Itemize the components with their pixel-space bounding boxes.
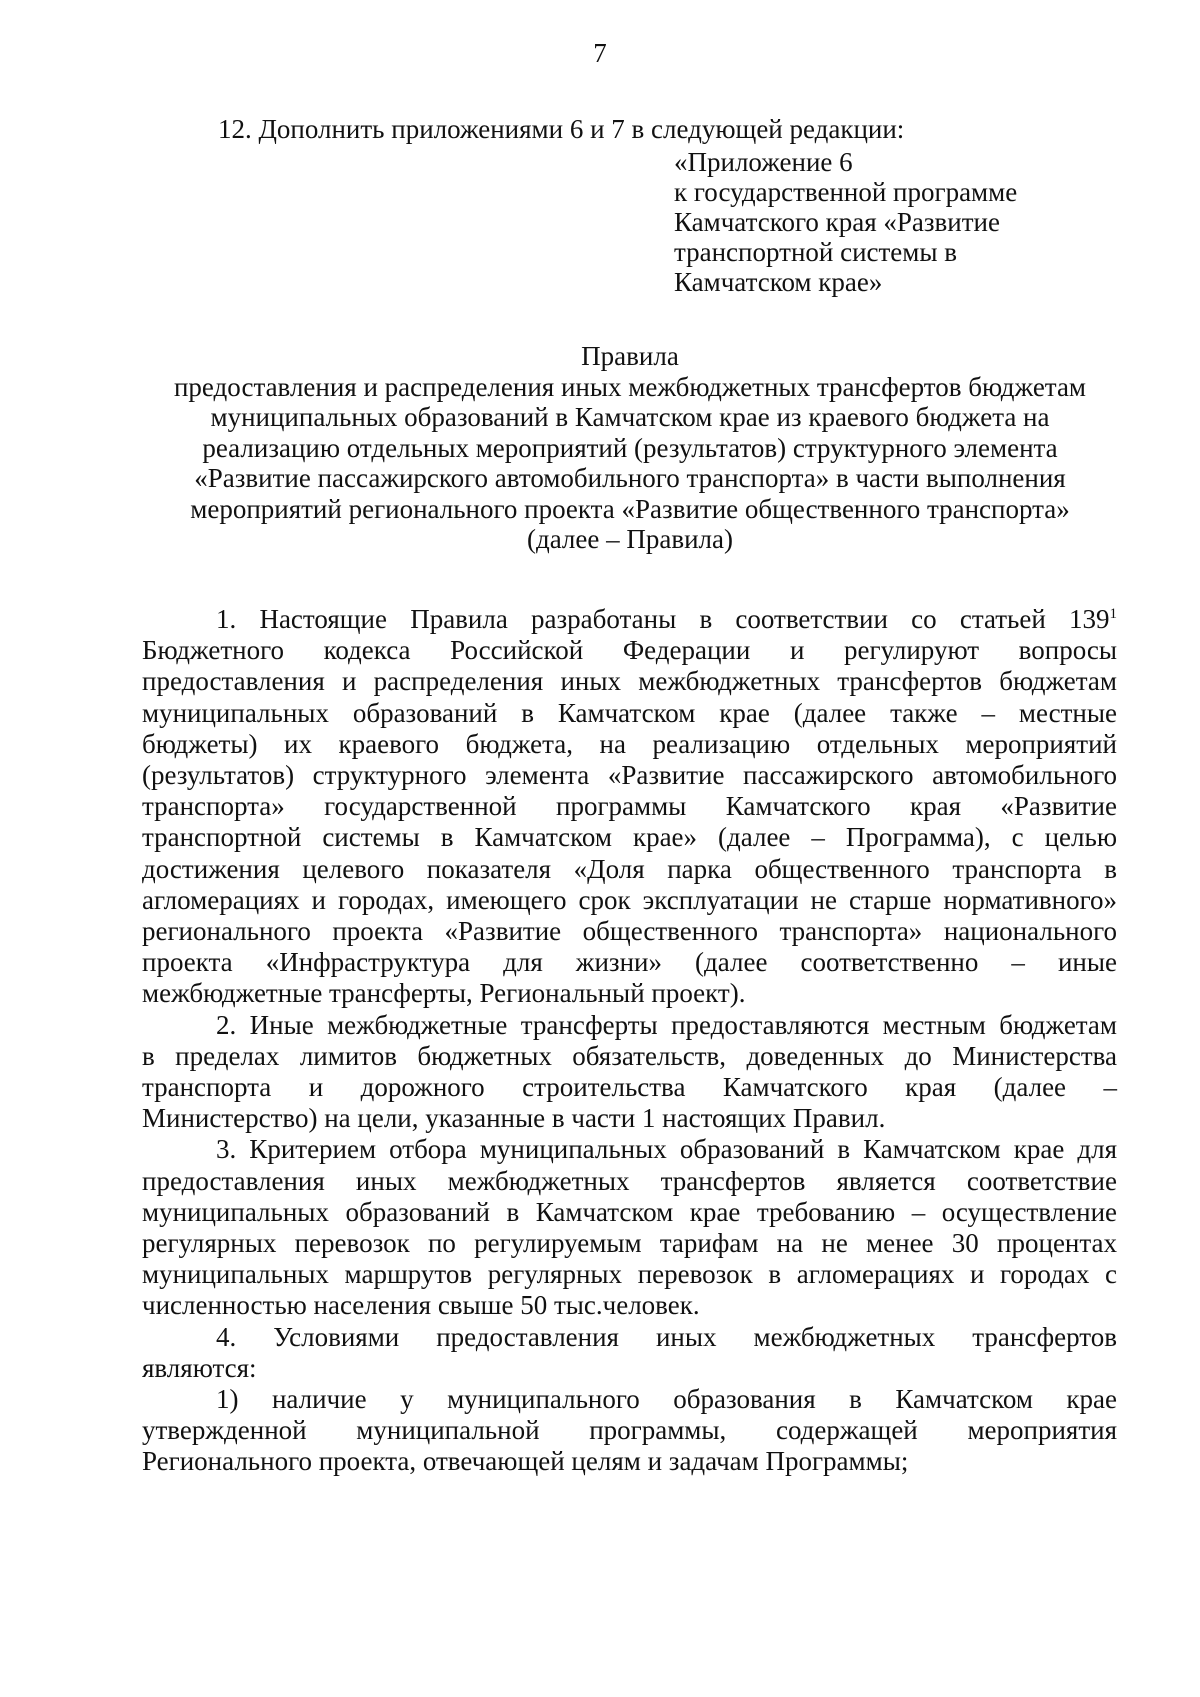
- appendix-heading-line: транспортной системы в: [674, 237, 958, 267]
- article-line: достижения целевого показателя «Доля парка общественного транспорта в: [142, 853, 1117, 884]
- article-line: транспорта» государственной программы Камчатского края «Развитие: [142, 791, 1117, 822]
- article-line: Регионального проекта, отвечающей целям и задачам Программы;: [142, 1446, 909, 1477]
- appendix-heading-line: Камчатского края «Развитие: [674, 207, 1000, 237]
- article-line: являются:: [142, 1352, 257, 1383]
- article-1: [142, 604, 1117, 1010]
- article-line: предоставления и распределения иных межбюджетных трансфертов бюджетам: [142, 666, 1117, 697]
- article-line: транспортной системы в Камчатском крае» (далее – Программа), с целью: [142, 822, 1117, 853]
- rules-title-line: (далее – Правила): [526, 524, 734, 554]
- page-number: 7: [593, 38, 607, 68]
- article-line: регионального проекта «Развитие общественного транспорта» национального: [142, 916, 1117, 947]
- article-line: муниципальных образований в Камчатском крае требованию – осуществление: [142, 1196, 1117, 1227]
- article-line: муниципальных маршрутов регулярных перевозок в агломерациях и городах с: [142, 1259, 1117, 1290]
- amendment-intro: 12. Дополнить приложениями 6 и 7 в следующей редакции:: [218, 114, 905, 144]
- rules-title-line: «Развитие пассажирского автомобильного транспорта» в части выполнения: [194, 463, 1066, 493]
- appendix-heading-line: «Приложение 6: [674, 147, 853, 177]
- rules-title-line: предоставления и распределения иных межбюджетных трансфертов бюджетам: [173, 371, 1087, 402]
- article-line: (результатов) структурного элемента «Развитие пассажирского автомобильного: [142, 760, 1117, 791]
- article-3: [142, 1134, 1117, 1321]
- rules-title-line: Правила: [581, 341, 679, 371]
- rules-title-line: муниципальных образований в Камчатском крае из краевого бюджета на: [210, 402, 1050, 432]
- article-1-first-line: 1. Настоящие Правила разработаны в соответствии со статьей 139: [216, 604, 1110, 634]
- article-line: предоставления иных межбюджетных трансфертов является соответствие: [142, 1165, 1117, 1196]
- article-line: утвержденной муниципальной программы, содержащей мероприятия: [142, 1415, 1117, 1446]
- appendix-heading: [674, 147, 1017, 297]
- article-line: численностью населения свыше 50 тыс.человек.: [142, 1290, 700, 1321]
- article-line: 3. Критерием отбора муниципальных образований в Камчатском крае для: [216, 1134, 1117, 1165]
- rules-title-line: реализацию отдельных мероприятий (результатов) структурного элемента: [202, 432, 1058, 463]
- article-line: Министерство) на цели, указанные в части 1 настоящих Правил.: [142, 1103, 886, 1134]
- appendix-heading-line: к государственной программе: [674, 177, 1018, 207]
- article-4-item-1: [142, 1384, 1117, 1478]
- article-line: 2. Иные межбюджетные трансферты предоставляются местным бюджетам: [216, 1009, 1117, 1040]
- article-2: [142, 1010, 1117, 1135]
- article-line: межбюджетные трансферты, Региональный проект).: [142, 978, 746, 1009]
- article-line: транспорта и дорожного строительства Камчатского края (далее –: [142, 1072, 1117, 1103]
- rules-body: [142, 604, 1117, 1478]
- article-line: Бюджетного кодекса Российской Федерации и регулируют вопросы: [142, 635, 1117, 666]
- article-line: 1) наличие у муниципального образования в Камчатском крае: [216, 1384, 1117, 1415]
- article-superscript: 1: [1109, 606, 1117, 622]
- article-line: агломерациях и городах, имеющего срок эксплуатации не старше нормативного»: [142, 884, 1117, 915]
- article-line: [142, 604, 1117, 635]
- article-line: в пределах лимитов бюджетных обязательств, доведенных до Министерства: [142, 1040, 1117, 1071]
- article-line: 4. Условиями предоставления иных межбюджетных трансфертов: [216, 1321, 1117, 1352]
- article-4: [142, 1322, 1117, 1384]
- article-line: проекта «Инфраструктура для жизни» (далее соответственно – иные: [142, 947, 1117, 978]
- rules-title: [140, 341, 1120, 555]
- article-line: муниципальных образований в Камчатском крае (далее также – местные: [142, 697, 1117, 728]
- rules-title-line: мероприятий регионального проекта «Развитие общественного транспорта»: [190, 493, 1070, 524]
- article-line: бюджеты) их краевого бюджета, на реализацию отдельных мероприятий: [142, 728, 1117, 759]
- appendix-heading-line: Камчатском крае»: [674, 267, 883, 297]
- article-line: регулярных перевозок по регулируемым тарифам на не менее 30 процентах: [142, 1228, 1117, 1259]
